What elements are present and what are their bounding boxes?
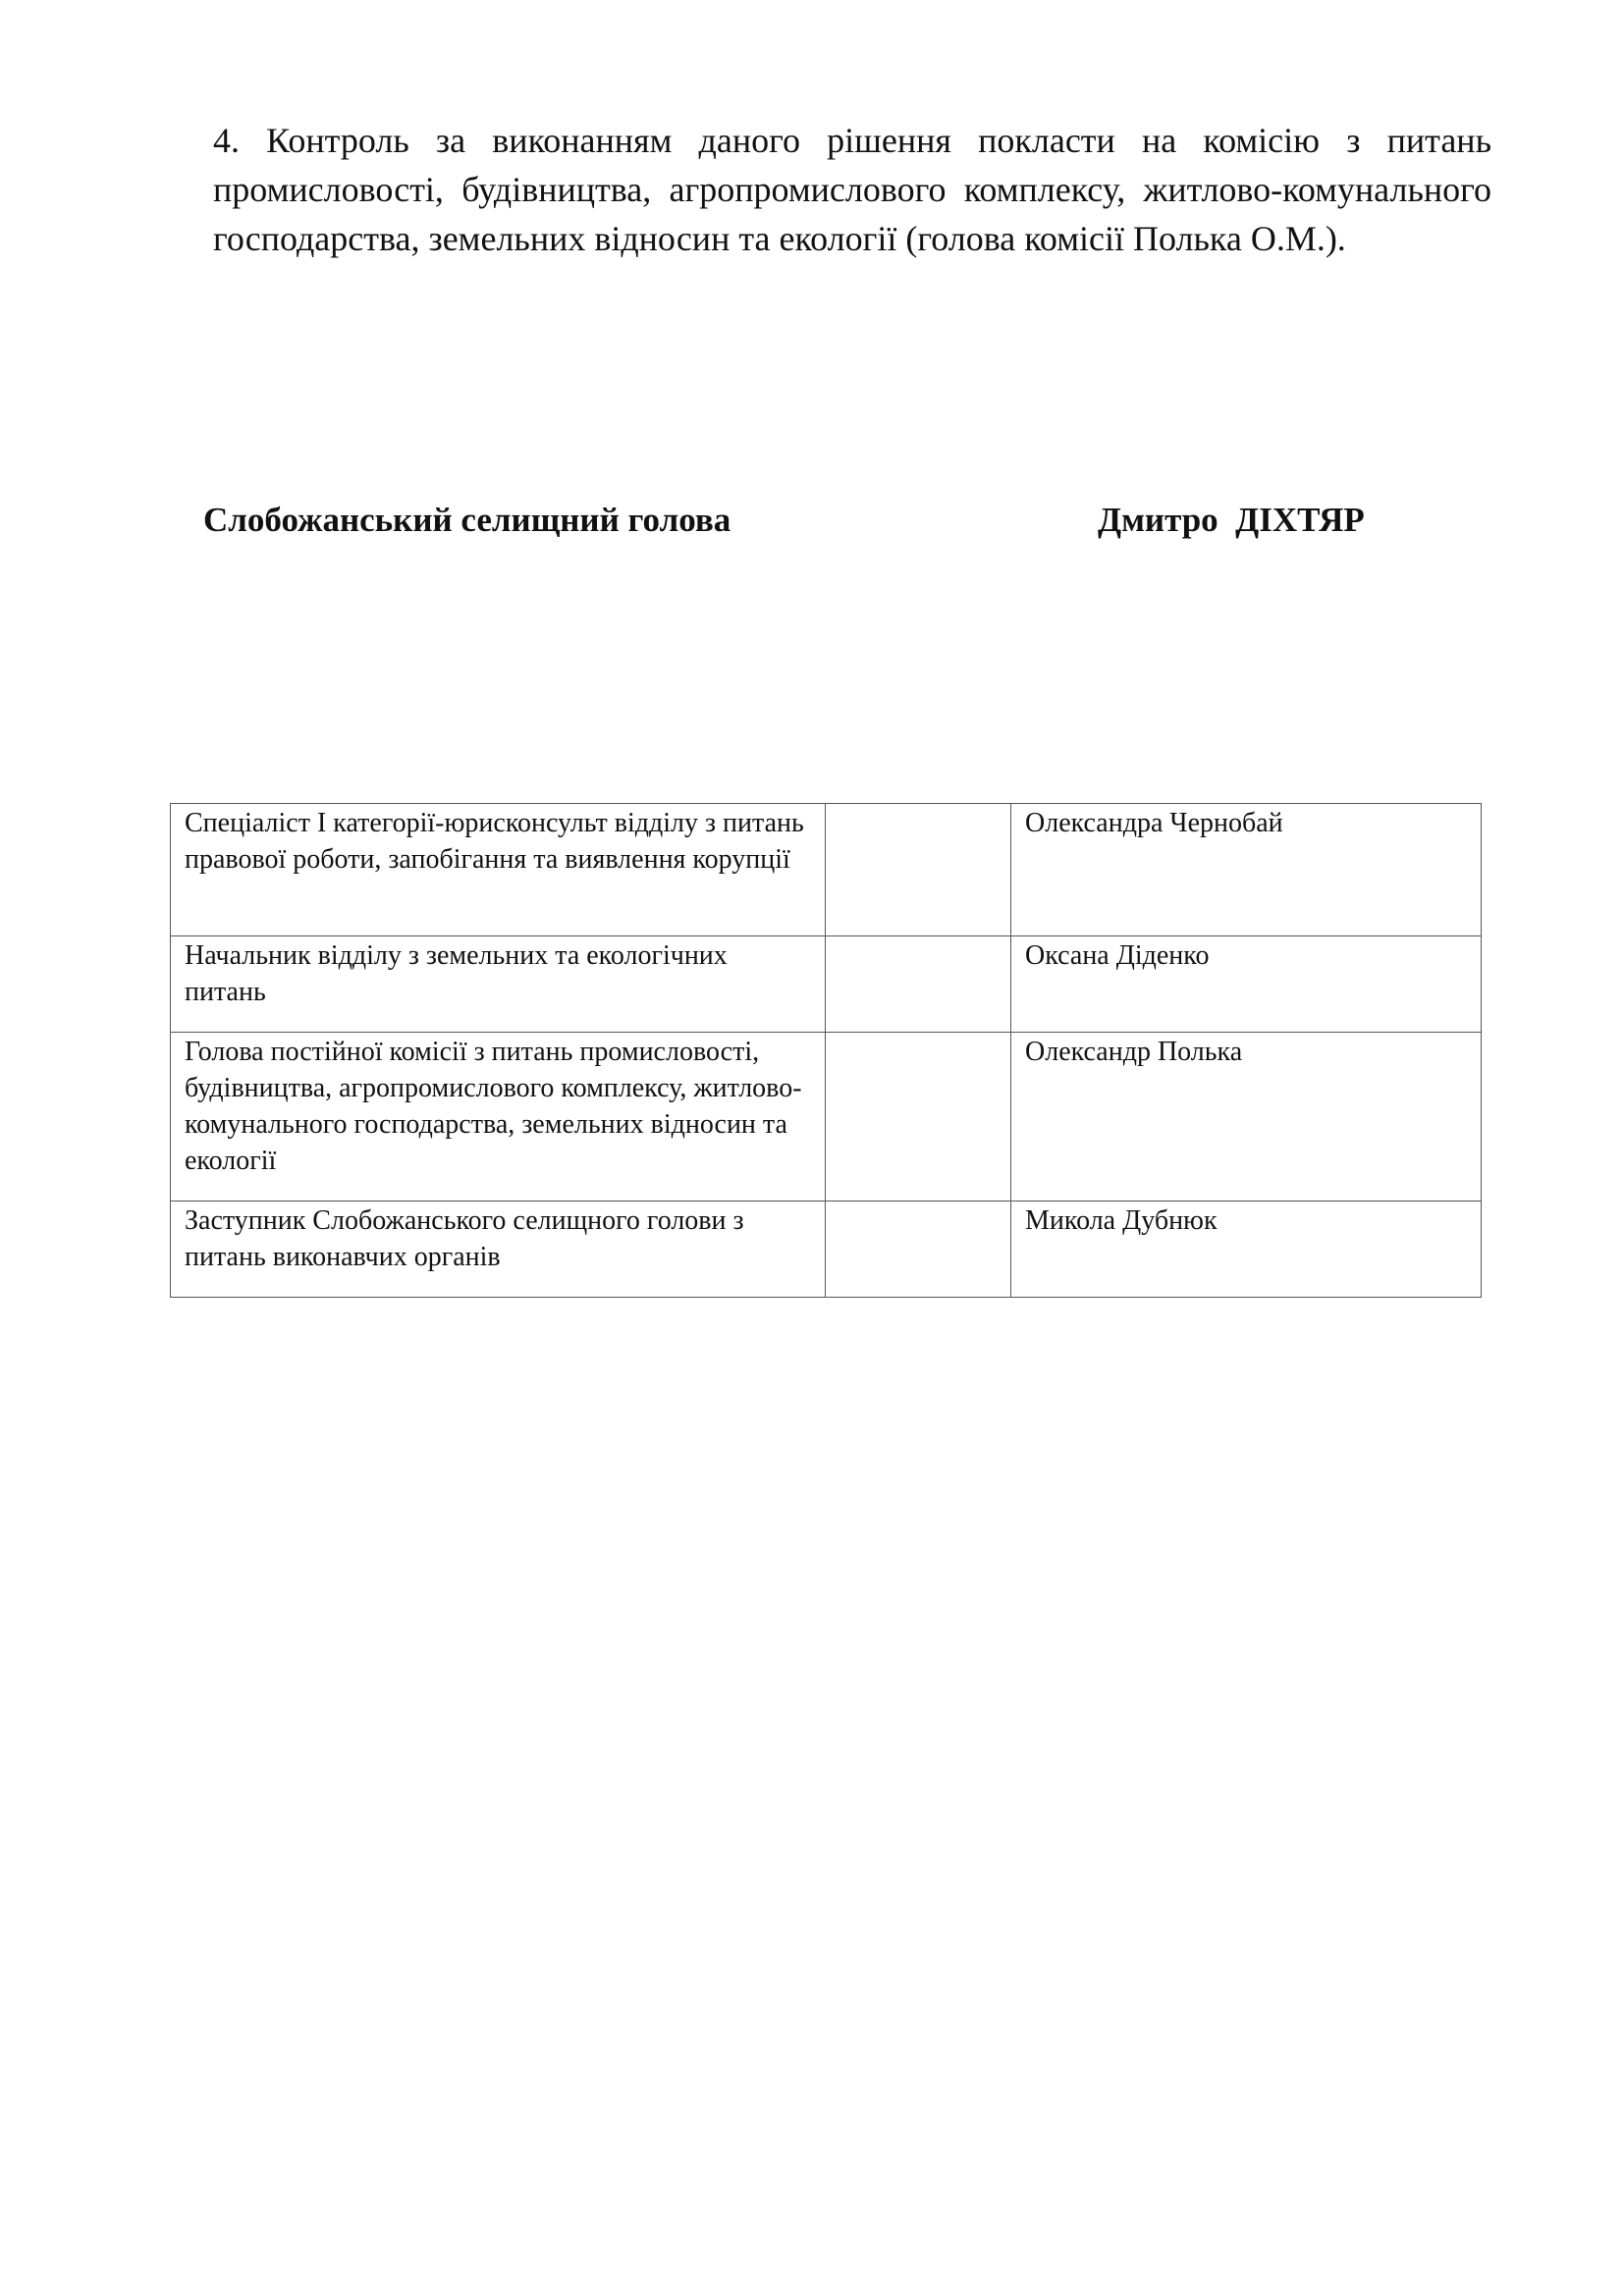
approval-position: Голова постійної комісії з питань промисловості, будівництва, агропромислового комплексу, житлово-комунального господарства, земельних відносин та екології (171, 1033, 826, 1201)
approval-name: Оксана Діденко (1011, 936, 1482, 1033)
approvals-table (170, 803, 1482, 1298)
approval-signature-cell (826, 936, 1011, 1033)
approval-position: Начальник відділу з земельних та екологічних питань (171, 936, 826, 1033)
signature-name: Дмитро ДІХТЯР (1098, 501, 1365, 539)
approval-signature-cell (826, 1033, 1011, 1201)
approval-signature-cell (826, 804, 1011, 936)
approval-position: Заступник Слобожанського селищного голови з питань виконавчих органів (171, 1201, 826, 1298)
table-row (171, 1201, 1482, 1298)
approval-name: Олександра Чернобай (1011, 804, 1482, 936)
table-row (171, 1033, 1482, 1201)
approval-position: Спеціаліст І категорії-юрисконсульт відділу з питань правової роботи, запобігання та виявлення корупції (171, 804, 826, 936)
signature-title: Слобожанський селищний голова (203, 501, 731, 539)
table-row (171, 804, 1482, 936)
table-row (171, 936, 1482, 1033)
control-paragraph: 4. Контроль за виконанням даного рішення покласти на комісію з питань промисловості, будівництва, агропромислового комплексу, житлово-комунального господарства, земельних відносин та екології (голова комісії Полька О.М.). (213, 121, 1491, 258)
approval-name: Микола Дубнюк (1011, 1201, 1482, 1298)
approval-signature-cell (826, 1201, 1011, 1298)
approval-name: Олександр Полька (1011, 1033, 1482, 1201)
